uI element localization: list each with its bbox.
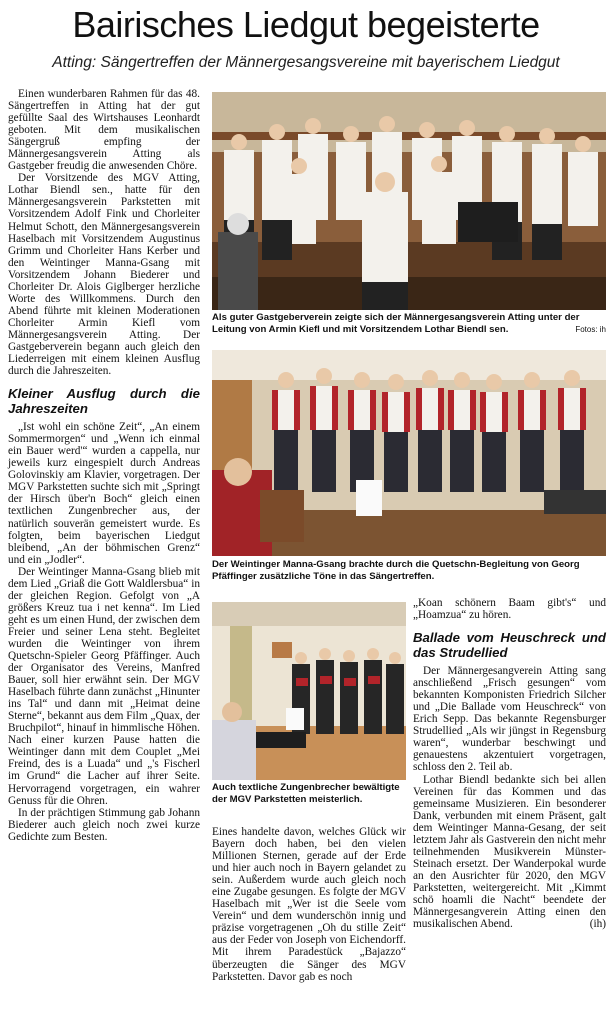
paragraph: „Koan schönern Baam gibt's“ und „Hoamzua“ zu hören.	[413, 597, 606, 622]
paragraph: „Ist wohl ein schöne Zeit“, „An einem Sommermorgen“ und „Wenn ich einmal ein Bauer werd'“ wurden a cappella, nur jeweils kurz eingespielt durch Andreas Golovinskiy am Klavier, vorgetragen. Der MGV Parkstetten suchte sich mit „Springt der Hirsch über'n Boch“ gleich einen textlichen Zungenbrecher aus, der natürlich souverän gemeistert wurde. Es folgten, beim bayerischen Liedgut bleibend, „An der böhmischen Grenz“ und ein „Jodler“.	[8, 421, 200, 566]
paragraph	[413, 774, 606, 931]
photo-caption: Der Weintinger Manna-Gsang brachte durch die Quetschn-Begleitung von Georg Pfäffinger zusätzliche Töne in das Sängertreffen.	[212, 559, 580, 582]
paragraph: Der Weintinger Manna-Gsang blieb mit dem Lied „Griaß die Gott Waldlersbua“ in der gleichen Region. Gefolgt von „A größers Kreuz tua i net kenna“. Im Lied geht es um einen Hund, der zwischen dem Freier und seiner Lena steht. Begleitet wurden die Weintinger von ihrem Quetschn-Spieler Georg Pfäffinger. Auch der Organisator des Vereins, Manfred Bauer, soll hier erwähnt sein. Der MGV Haselbach führte dann zunächst „Hinunter ins Tal“ und dann mit „Heimat deine Sterne“, bekannt aus dem Film „Quax, der Bruchpilot“, hinauf in himmlische Höhen. Nach einer kurzen Pause hatten die Weintinger dann mit dem Couplet „Mei Freind, des is a Luada“ und „'s Fischerl im Grund“ die Lacher auf ihrer Seite. Hervorragend vorgetragen, ein wahrer Genuss für die Ohren.	[8, 565, 200, 807]
paragraph: Der Vorsitzende des MGV Atting, Lothar Biendl sen., hatte für den Männergesangsverein Parkstetten mit Vorsitzendem Adolf Fink und Chorleiter Helmut Schott, den Männergesangsverein Haselbach mit Vorsitzendem Augustinus Grimm und Chorleiter Hans Kerber und den Weintinger Manna-Gsang mit Vorsitzendem Johann Biederer und Chorleiter Dr. Alois Giglberger herzliche Worte des Willkommens. Durch den Abend führte mit kleinen Moderationen Chorleiter Armin Kiefl vom Männergesangsverein Atting. Der Gastgeberverein begann auch gleich den Liederreigen mit einem kleinen Ausflug durch die Jahreszeiten.	[8, 172, 200, 378]
paragraph: Einen wunderbaren Rahmen für das 48. Sängertreffen in Atting hat der gut gefüllte Saal des Wirtshauses Leonhardt geboten. Mit dem musikalischen Sängergruß empfing der Männergesangsverein Atting als Gastgeber freudig die anwesenden Chöre.	[8, 88, 200, 173]
paragraph: Der Männergesangverein Atting sang anschließend „Frisch gesungen“ vom bekannten Komponisten Friedrich Silcher und „Die Ballade vom Heuschreck“ von Erich Sepp. Das bekannte Regensburger Strudellied „Als wir jüngst in Regensburg waren“, wunderbar beschwingt und genauestens akzentuiert vorgetragen, schloss den 2. Teil ab.	[413, 665, 606, 774]
photo-credit: Fotos: ih	[575, 324, 606, 334]
headline: Bairisches Liedgut begeisterte	[72, 4, 540, 45]
photo-weintinger-choir	[212, 350, 606, 556]
author-signature: (ih)	[589, 918, 606, 931]
paragraph: Eines handelte davon, welches Glück wir Bayern doch haben, bei den vielen Millionen Sternen, gerade auf der Erde und hier auch noch in Bayern gelandet zu sein. Außerdem wurde auch gleich noch eine Zugabe gesungen. Es folgte der MGV Haselbach mit „Wer ist die Seele vom Verein“ und dem wunderschön innig und präzise vorgetragenen „Oh du stille Zeit“ aus der Feder von Joseph von Eichendorff. Mit ihrem Paradestück „Bajazzo“ überzeugten die Sänger des MGV Parkstetten. Davor gab es noch	[212, 826, 406, 983]
paragraph-text: Lothar Biendl bedankte sich bei allen Vereinen für das Kommen und das gemeinsame Musizieren. Ein besonderer Dank, verbunden mit einem Präsent, galt dem Weintinger Manna-Gesang, der seit letztem Jahr als Gastverein den nicht mehr teilnehmenden Musikverein Münster-Steinach ersetzt. Der Wanderpokal wurde an den Ausrichter für 2020, den MGV Parkstetten, weitergereicht. Mit „Kimmt schö hoamli die Nacht“ beendete der Männergesangverein Atting einen den musikalischen Abend.	[413, 773, 606, 931]
article-column-right	[413, 597, 606, 930]
photo-atting-choir	[212, 92, 606, 310]
section-heading: Kleiner Ausflug durch die Jahreszeiten	[8, 386, 200, 417]
section-heading: Ballade vom Heuschreck und das Strudellied	[413, 630, 606, 661]
subheadline: Atting: Sängertreffen der Männergesangsvereine mit bayerischem Liedgut	[52, 54, 560, 71]
photo-caption: Auch textliche Zungenbrecher bewältigte der MGV Parkstetten meisterlich.	[212, 782, 400, 805]
paragraph: In der prächtigen Stimmung gab Johann Biederer auch gleich noch zwei kurze Gedichte zum Besten.	[8, 806, 200, 843]
photo-parkstetten-choir	[212, 602, 406, 780]
caption-text: Als guter Gastgeberverein zeigte sich der Männergesangsverein Atting unter der Leitung von Armin Kiefl und mit Vorsitzendem Lothar Biendl sen.	[212, 312, 580, 335]
photo-caption	[212, 312, 606, 335]
article-column-left	[8, 88, 200, 843]
article-column-middle	[212, 826, 406, 983]
